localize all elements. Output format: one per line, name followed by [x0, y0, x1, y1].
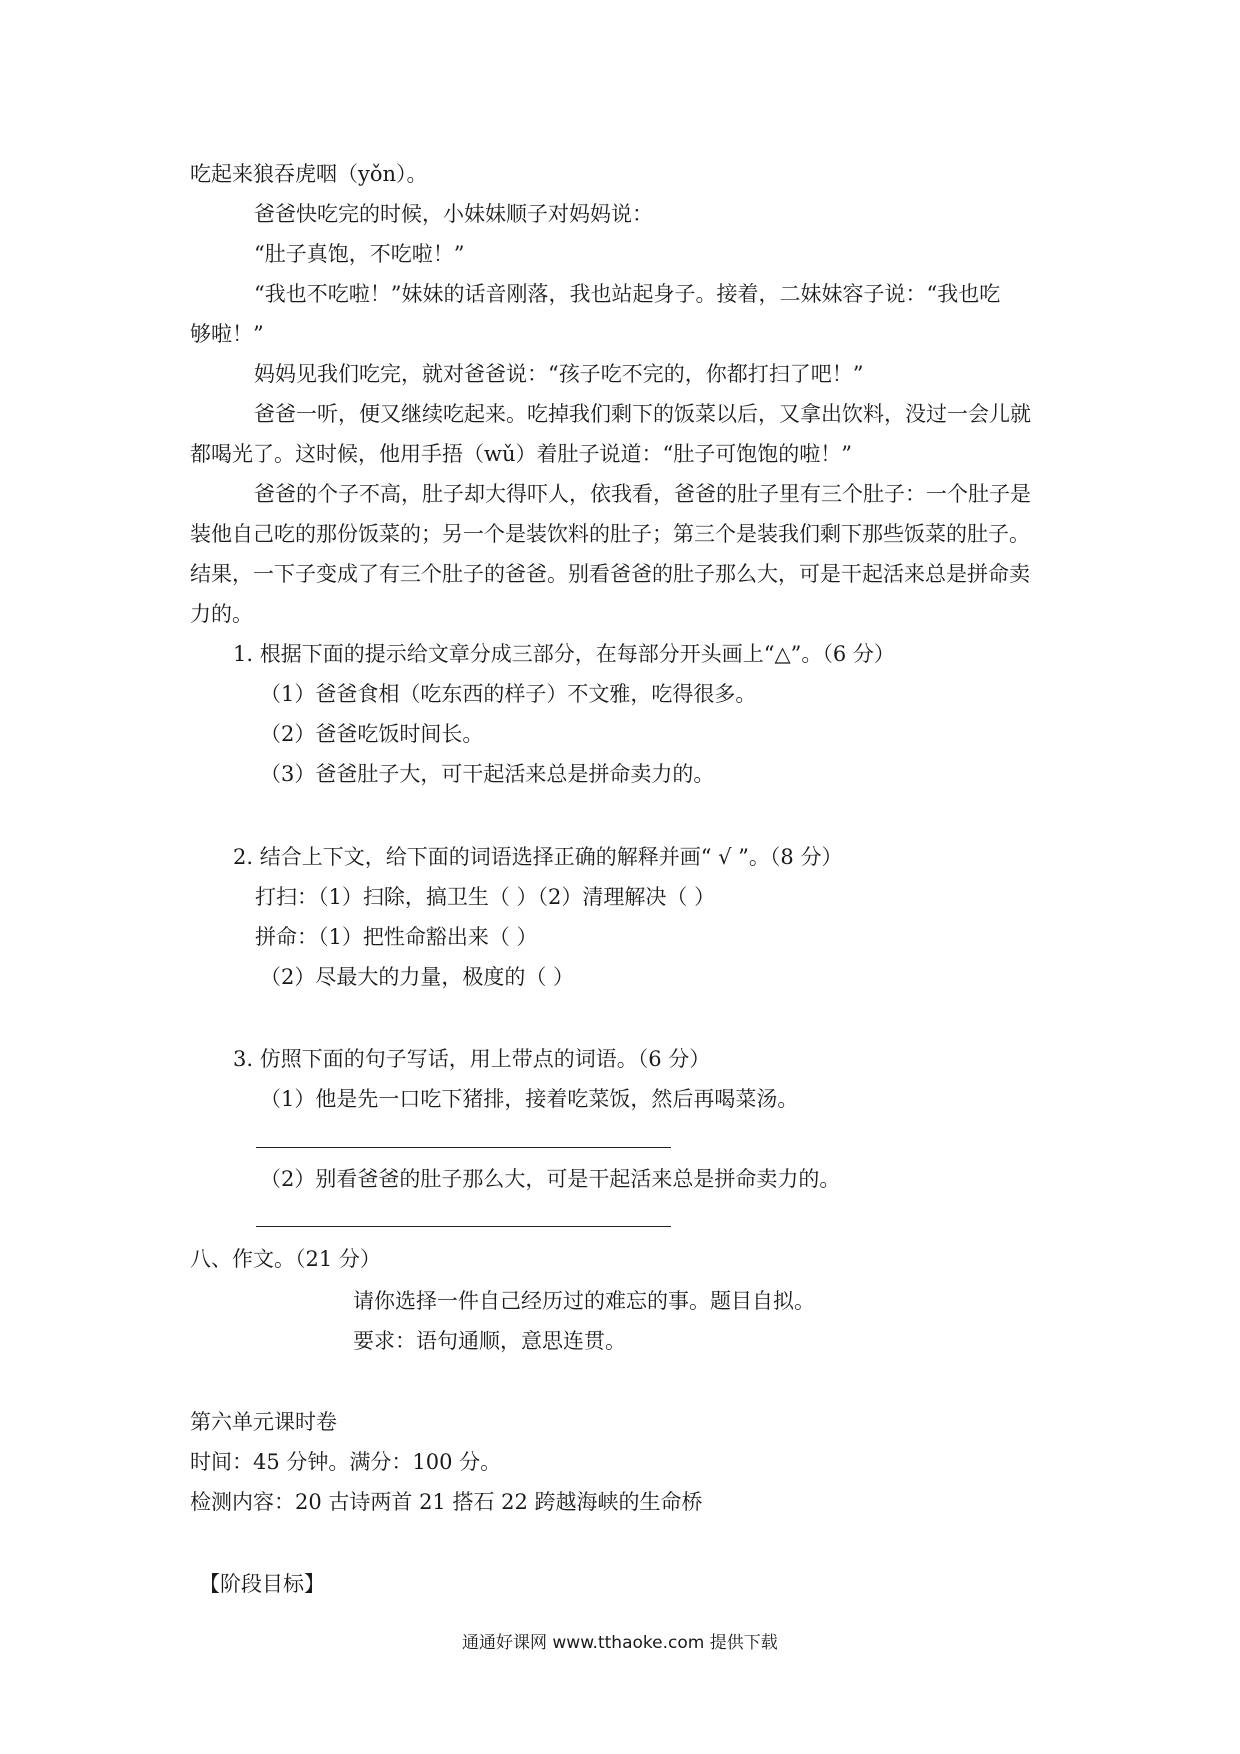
- passage-line: 爸爸的个子不高，肚子却大得吓人，依我看，爸爸的肚子里有三个肚子：一个肚子是: [254, 482, 1031, 506]
- passage-line: 爸爸一听，便又继续吃起来。吃掉我们剩下的饭菜以后，又拿出饮料，没过一会儿就: [254, 402, 1031, 426]
- answer-line: [256, 1147, 671, 1148]
- page-footer: 通通好课网 www.tthaoke.com 提供下载: [462, 1633, 778, 1653]
- question-2-row: 打扫：（1）扫除，搞卫生（ ）（2）清理解决（ ）: [255, 885, 716, 909]
- passage-line: “肚子真饱，不吃啦！”: [254, 242, 465, 266]
- section-title-essay: 八、作文。（21 分）: [190, 1247, 381, 1271]
- passage-line: 吃起来狼吞虎咽（yǒn）。: [190, 162, 428, 186]
- passage-line: 爸爸快吃完的时候，小妹妹顺子对妈妈说：: [254, 202, 653, 226]
- unit-time: 时间：45 分钟。满分：100 分。: [190, 1450, 502, 1474]
- question-2-stem: 2. 结合上下文，给下面的词语选择正确的解释并画“ √ ”。（8 分）: [233, 845, 843, 869]
- passage-line: 够啦！”: [190, 322, 264, 346]
- passage-line: 都喝光了。这时候，他用手捂（wǔ）着肚子说道：“肚子可饱饱的啦！”: [190, 442, 852, 466]
- answer-line: [256, 1226, 671, 1227]
- question-3-sentence: （1）他是先一口吃下猪排，接着吃菜饭，然后再喝菜汤。: [260, 1087, 799, 1111]
- passage-line: 妈妈见我们吃完，就对爸爸说：“孩子吃不完的，你都打扫了吧！”: [254, 362, 864, 386]
- question-2-row: 拼命：（1）把性命豁出来（ ）: [255, 925, 538, 949]
- unit-title: 第六单元课时卷: [190, 1410, 337, 1434]
- stage-goal-heading: 【阶段目标】: [199, 1572, 325, 1596]
- question-1-stem: 1. 根据下面的提示给文章分成三部分，在每部分开头画上“△”。（6 分）: [233, 642, 895, 666]
- essay-prompt: 请你选择一件自己经历过的难忘的事。题目自拟。: [353, 1289, 815, 1313]
- question-1-option: （2）爸爸吃饭时间长。: [260, 722, 484, 746]
- question-1-option: （3）爸爸肚子大，可干起活来总是拼命卖力的。: [260, 762, 715, 786]
- question-3-sentence: （2）别看爸爸的肚子那么大，可是干起活来总是拼命卖力的。: [260, 1167, 841, 1191]
- passage-line: 力的。: [190, 602, 253, 626]
- question-3-stem: 3. 仿照下面的句子写话，用上带点的词语。（6 分）: [233, 1047, 711, 1071]
- essay-requirement: 要求：语句通顺，意思连贯。: [353, 1329, 626, 1353]
- question-2-row: （2）尽最大的力量，极度的（ ）: [260, 965, 575, 989]
- unit-content: 检测内容：20 古诗两首 21 搭石 22 跨越海峡的生命桥: [190, 1490, 703, 1514]
- passage-line: 结果，一下子变成了有三个肚子的爸爸。别看爸爸的肚子那么大，可是干起活来总是拼命卖: [190, 562, 1030, 586]
- passage-line: “我也不吃啦！”妹妹的话音刚落，我也站起身子。接着，二妹妹容子说：“我也吃: [254, 282, 1001, 306]
- passage-line: 装他自己吃的那份饭菜的；另一个是装饮料的肚子；第三个是装我们剩下那些饭菜的肚子。: [190, 522, 1030, 546]
- question-1-option: （1）爸爸食相（吃东西的样子）不文雅，吃得很多。: [260, 682, 757, 706]
